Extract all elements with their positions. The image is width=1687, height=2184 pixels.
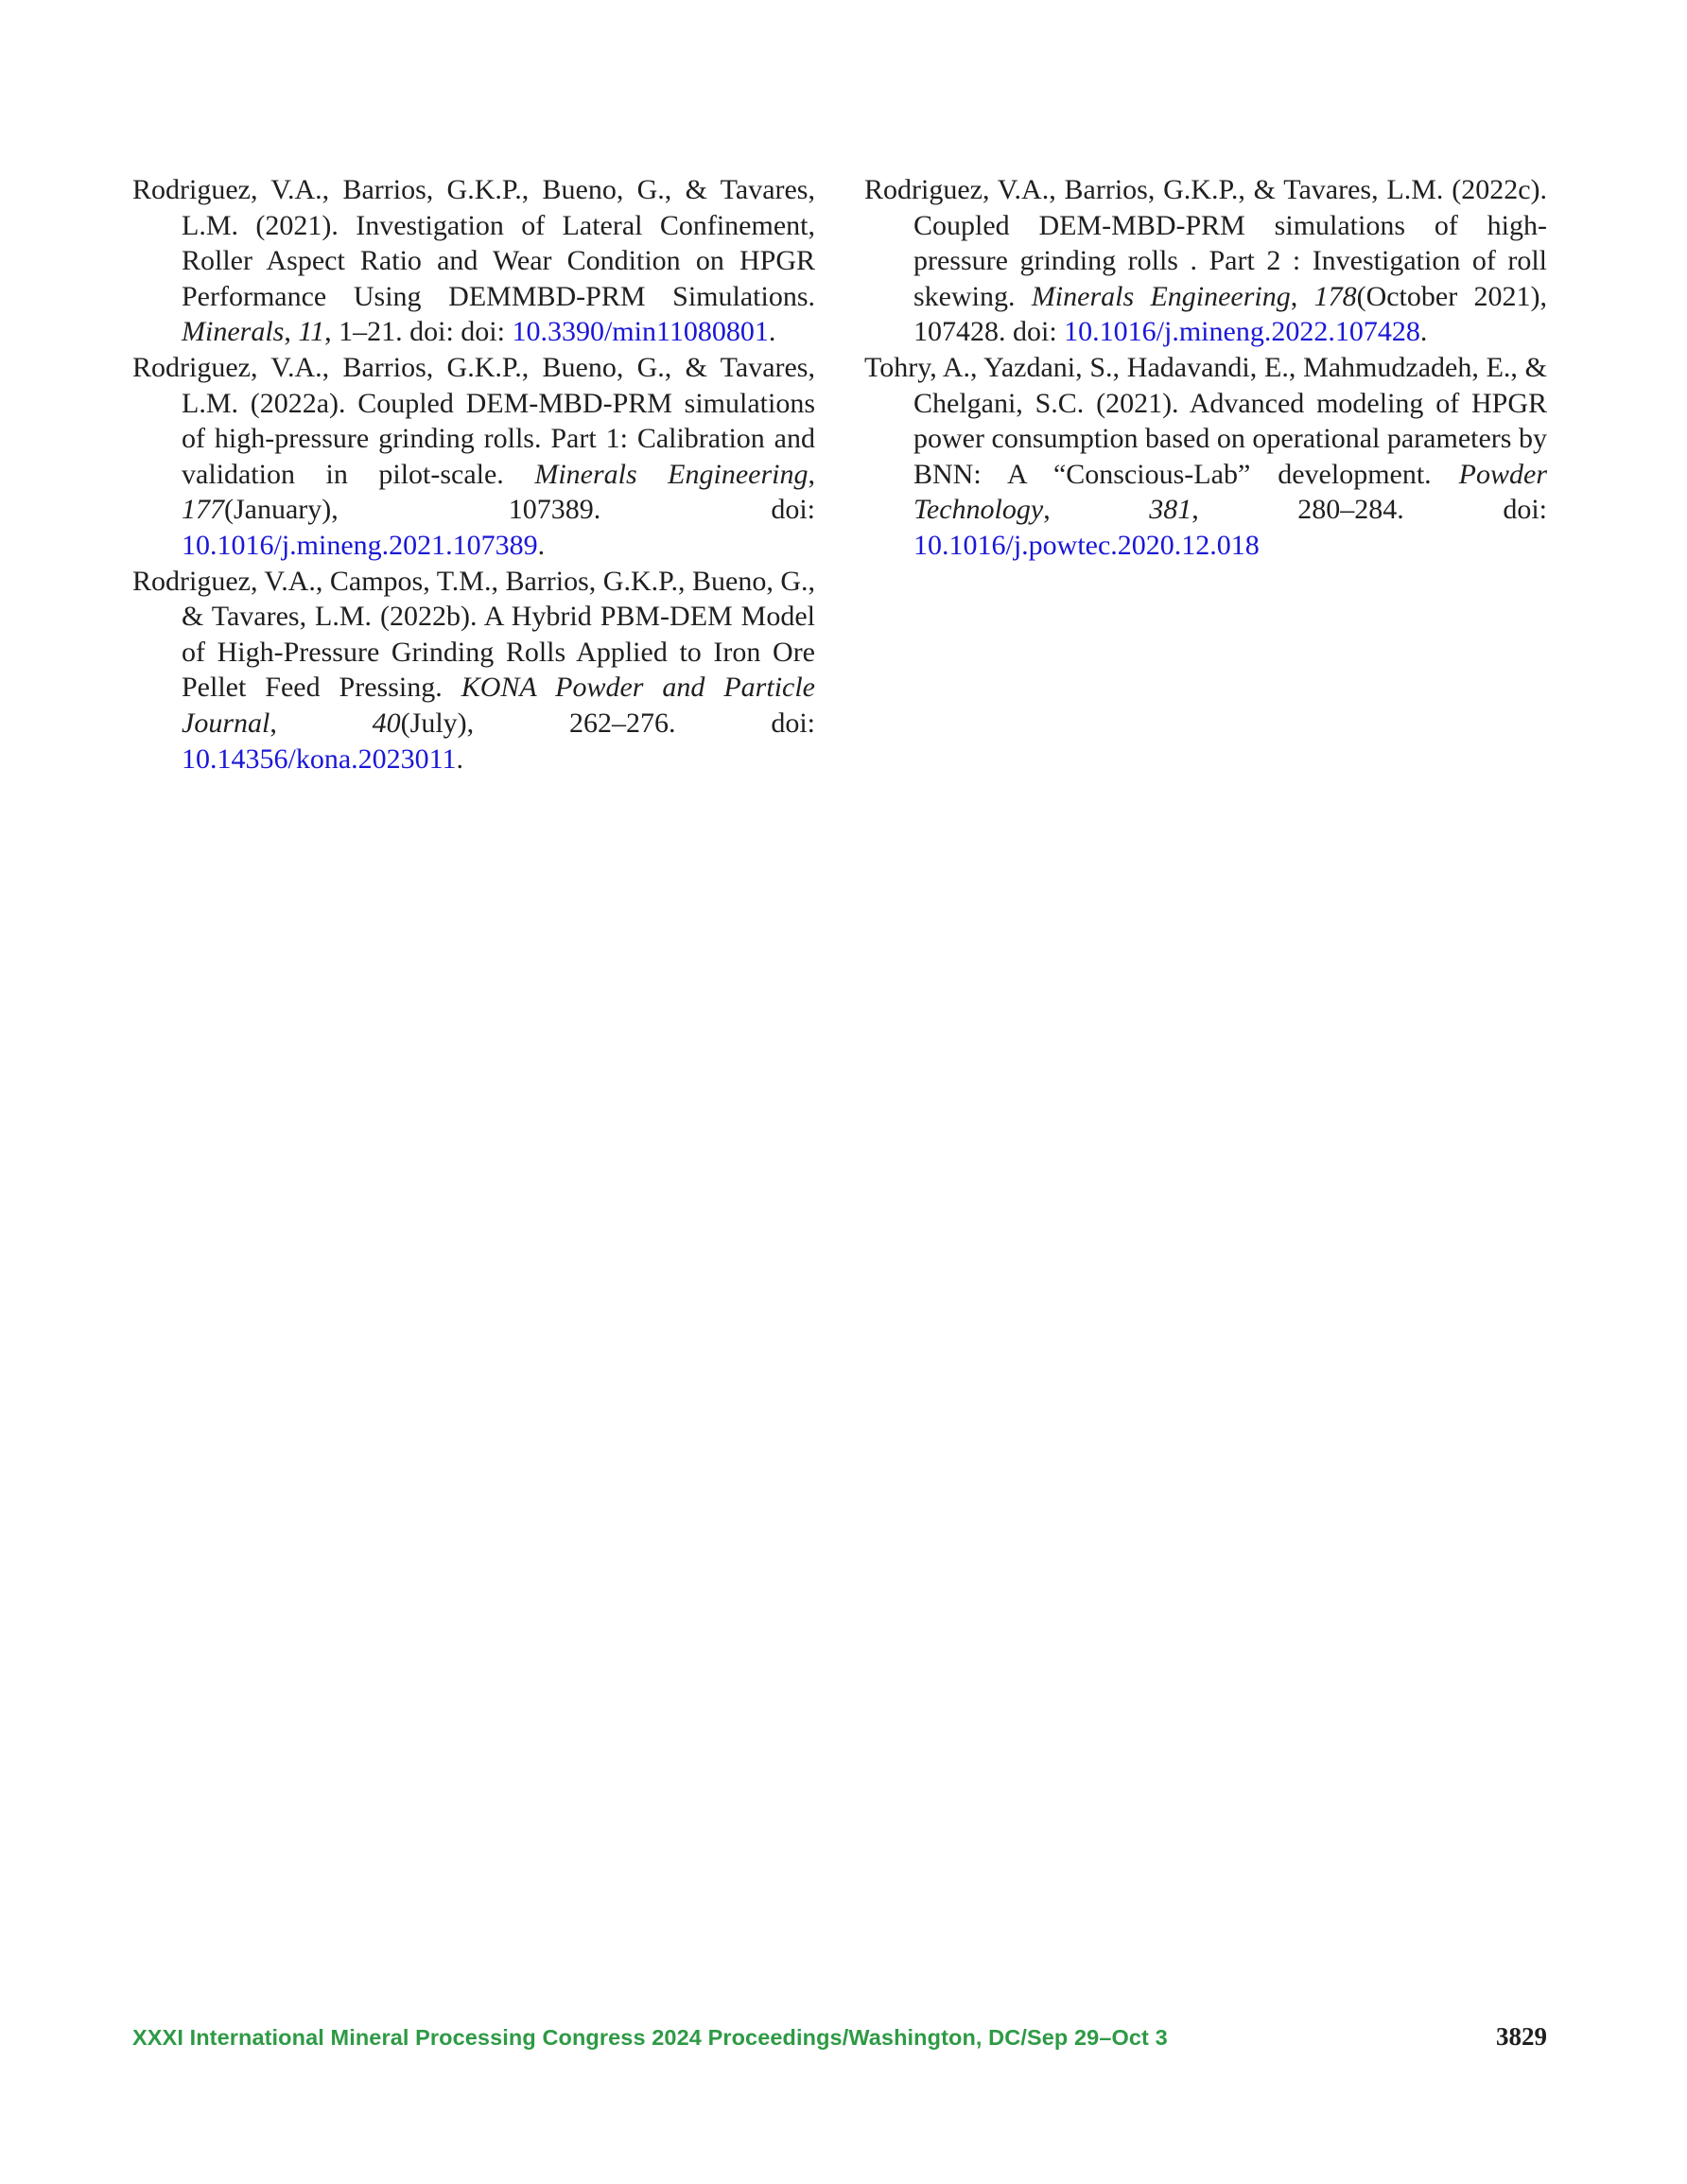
pages-doi-prefix: (July), 262–276. doi: <box>400 707 815 739</box>
separator: , <box>270 707 373 739</box>
doi-link[interactable]: 10.1016/j.mineng.2021.107389 <box>182 529 538 561</box>
reference-entry <box>864 350 1547 564</box>
volume: 381 <box>1149 494 1192 526</box>
end-punct: . <box>456 743 464 775</box>
pages-doi-prefix: , 280–284. doi: <box>1191 494 1548 526</box>
journal-name: Minerals <box>182 316 285 348</box>
journal-name: Minerals Engineering <box>534 458 809 490</box>
doi-link[interactable]: 10.14356/kona.2023011 <box>182 743 457 775</box>
journal-name: Minerals Engineering <box>1031 280 1291 312</box>
journal-name: Powder Technology <box>913 458 1547 526</box>
reference-entry <box>132 172 815 350</box>
end-punct: . <box>537 529 546 561</box>
reference-entry <box>132 350 815 564</box>
separator: , <box>808 458 815 490</box>
footer-proceedings: XXXI International Mineral Processing Congress 2024 Proceedings/Washington, DC/Sep 29–Oct 3 <box>132 2025 1168 2050</box>
volume: 40 <box>372 707 401 739</box>
reference-text: Rodriguez, V.A., Barrios, G.K.P., Bueno, G., & Tavares, L.M. (2022a). Coupled DEM-MBD-PRM simulations of high-pressure grinding rolls. Part 1: Calibration and validation in pilot-scale. <box>132 351 815 490</box>
reference-text: Rodriguez, V.A., Barrios, G.K.P., & Tavares, L.M. (2022c). Coupled DEM-MBD-PRM simulations of high-pressure grinding rolls . Part 2 : Investigation of roll skewing. <box>864 174 1547 312</box>
reference-text: Rodriguez, V.A., Campos, T.M., Barrios, G.K.P., Bueno, G., & Tavares, L.M. (2022b). A Hybrid PBM-DEM Model of High-Pressure Grinding Rolls Applied to Iron Ore Pellet Feed Pressing. <box>132 565 815 704</box>
references-right-column <box>864 172 1547 564</box>
separator: , <box>1290 280 1314 312</box>
pages-doi-prefix: (October 2021), 107428. doi: <box>913 280 1547 348</box>
volume: 177 <box>182 494 224 526</box>
end-punct: . <box>1419 316 1428 348</box>
reference-entry <box>864 172 1547 350</box>
volume: 11 <box>298 316 325 348</box>
end-punct: . <box>768 316 776 348</box>
separator: , <box>1043 494 1150 526</box>
volume: 178 <box>1313 280 1357 312</box>
journal-name: KONA Powder and Particle Journal <box>182 672 815 739</box>
reference-text: Rodriguez, V.A., Barrios, G.K.P., Bueno, G., & Tavares, L.M. (2021). Investigation of Lateral Confinement, Roller Aspect Ratio and Wear Condition on HPGR Performance Using DEMMBD-PRM Simulations. <box>132 174 815 312</box>
doi-link[interactable]: 10.3390/min11080801 <box>512 316 769 348</box>
references-left-column <box>132 172 815 777</box>
page-number: 3829 <box>1496 2022 1547 2051</box>
doi-link[interactable]: 10.1016/j.mineng.2022.107428 <box>1064 316 1420 348</box>
doi-link[interactable]: 10.1016/j.powtec.2020.12.018 <box>913 529 1260 561</box>
separator: , <box>284 316 299 348</box>
reference-text: Tohry, A., Yazdani, S., Hadavandi, E., Mahmudzadeh, E., & Chelgani, S.C. (2021). Advanced modeling of HPGR power consumption based on operational parameters by BNN: A “Conscious-Lab” development. <box>864 351 1547 490</box>
reference-entry <box>132 564 815 778</box>
pages-doi-prefix: (January), 107389. doi: <box>224 494 815 526</box>
pages-doi-prefix: , 1–21. doi: doi: <box>324 316 513 348</box>
